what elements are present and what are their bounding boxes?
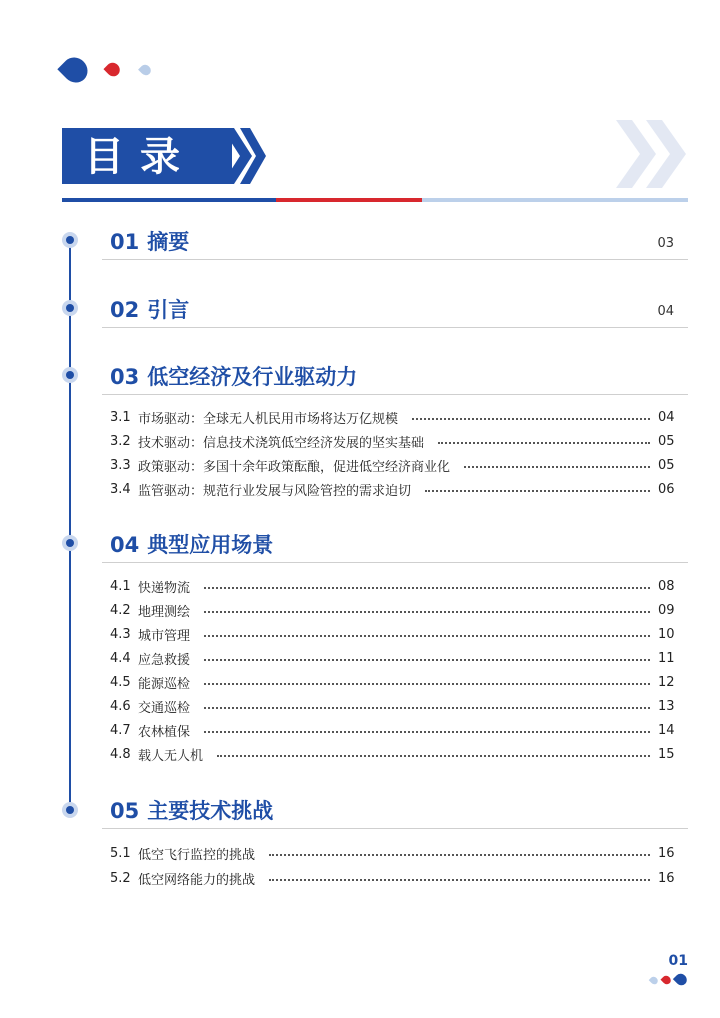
toc-entry-4-5[interactable]: 4.5 能源巡检 12 [110,674,675,692]
dot-leader [204,659,650,661]
title-divider [62,198,688,202]
toc-entry-3-4[interactable]: 3.4 监管驱动：规范行业发展与风险管控的需求迫切 06 [110,481,675,499]
red-drop-icon [103,60,122,79]
blue-drop-icon [673,971,689,987]
timeline-bullet-icon [62,802,78,818]
blue-drop-icon [57,52,92,87]
toc-section-03[interactable] [102,363,688,395]
toc-section-05[interactable] [102,797,688,829]
toc-section-02[interactable] [102,296,688,328]
red-drop-icon [660,974,672,986]
toc-entry-4-1[interactable]: 4.1 快递物流 08 [110,578,675,596]
dot-leader [204,707,650,709]
footer-decoration-dots [650,973,690,987]
dot-leader [269,854,650,856]
section-page: 04 [657,304,674,319]
dot-leader [464,466,650,468]
toc-entry-4-4[interactable]: 4.4 应急救援 11 [110,650,675,668]
page-number: 01 [668,953,688,969]
light-blue-drop-icon [649,975,660,986]
dot-leader [204,611,650,613]
light-blue-drop-icon [138,63,153,78]
toc-entry-4-3[interactable]: 4.3 城市管理 10 [110,626,675,644]
background-chevron-icon [616,120,692,188]
toc-entry-4-8[interactable]: 4.8 载人无人机 15 [110,746,675,764]
toc-entry-4-6[interactable]: 4.6 交通巡检 13 [110,698,675,716]
section-title: 05 主要技术挑战 [110,799,274,823]
section-title: 04 典型应用场景 [110,533,274,557]
toc-entry-4-7[interactable]: 4.7 农林植保 14 [110,722,675,740]
dot-leader [204,587,650,589]
dot-leader [204,731,650,733]
double-chevron-icon [222,128,266,184]
dot-leader [412,418,650,420]
timeline-bullet-icon [62,367,78,383]
dot-leader [204,683,650,685]
dot-leader [425,490,650,492]
section-title: 01 摘要 [110,230,190,254]
toc-entry-5-1[interactable]: 5.1 低空飞行监控的挑战 16 [110,845,675,863]
page-title: 目录 [84,134,196,180]
toc-entry-4-2[interactable]: 4.2 地理测绘 09 [110,602,675,620]
dot-leader [204,635,650,637]
timeline-bullet-icon [62,232,78,248]
dot-leader [217,755,650,757]
header-decoration-dots [60,58,170,84]
toc-entry-3-3[interactable]: 3.3 政策驱动：多国十余年政策酝酿，促进低空经济商业化 05 [110,457,675,475]
section-title: 02 引言 [110,298,190,322]
toc-section-01[interactable] [102,228,688,260]
dot-leader [438,442,650,444]
section-page: 03 [657,236,674,251]
toc-section-04[interactable] [102,531,688,563]
dot-leader [269,879,650,881]
toc-entry-5-2[interactable]: 5.2 低空网络能力的挑战 16 [110,870,675,888]
timeline-bullet-icon [62,300,78,316]
timeline-bullet-icon [62,535,78,551]
timeline-line [69,240,71,810]
toc-entry-3-2[interactable]: 3.2 技术驱动：信息技术浇筑低空经济发展的坚实基础 05 [110,433,675,451]
toc-entry-3-1[interactable]: 3.1 市场驱动：全球无人机民用市场将达万亿规模 04 [110,409,675,427]
section-title: 03 低空经济及行业驱动力 [110,365,358,389]
